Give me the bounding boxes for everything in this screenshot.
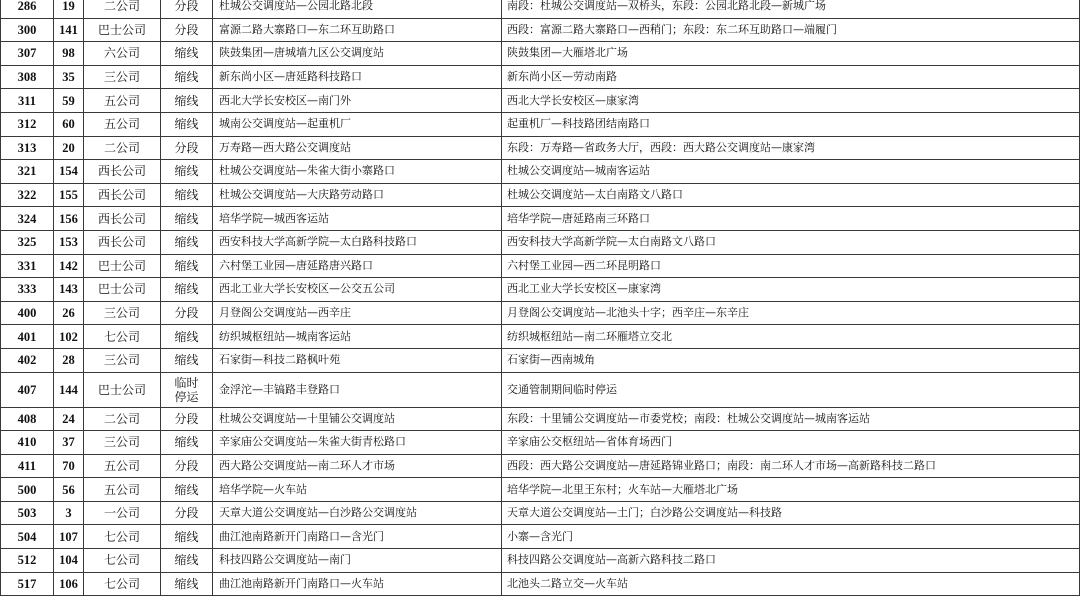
route-number-cell: 512 <box>1 549 54 573</box>
company-cell: 西长公司 <box>84 230 161 254</box>
adjustment-type-cell: 缩线 <box>161 89 213 113</box>
company-cell: 西长公司 <box>84 183 161 207</box>
adjustment-type-cell: 缩线 <box>161 230 213 254</box>
original-route-cell: 万寿路—西大路公交调度站 <box>213 136 502 160</box>
company-cell: 七公司 <box>84 549 161 573</box>
adjusted-route-cell: 杜城公交调度站—城南客运站 <box>502 160 1080 184</box>
adjustment-type-cell: 缩线 <box>161 42 213 66</box>
route-number-cell: 410 <box>1 431 54 455</box>
adjustment-type-cell: 分段 <box>161 136 213 160</box>
route-number-cell: 517 <box>1 572 54 596</box>
company-cell: 巴士公司 <box>84 254 161 278</box>
route-number-cell: 321 <box>1 160 54 184</box>
volume-cell: 98 <box>54 42 84 66</box>
route-number-cell: 325 <box>1 230 54 254</box>
adjusted-route-cell: 西安科技大学高新学院—太白南路文八路口 <box>502 230 1080 254</box>
original-route-cell: 新东尚小区—唐延路科技路口 <box>213 65 502 89</box>
original-route-cell: 六村堡工业园—唐延路唐兴路口 <box>213 254 502 278</box>
adjustment-type-cell: 缩线 <box>161 525 213 549</box>
table-row <box>1 525 1080 549</box>
volume-cell: 102 <box>54 325 84 349</box>
route-number-cell: 322 <box>1 183 54 207</box>
original-route-cell: 西北工业大学长安校区—公交五公司 <box>213 278 502 302</box>
adjusted-route-cell: 石家街—西南城角 <box>502 348 1080 372</box>
adjusted-route-cell: 六村堡工业园—西二环昆明路口 <box>502 254 1080 278</box>
company-cell: 七公司 <box>84 572 161 596</box>
table-row <box>1 254 1080 278</box>
table-body <box>1 0 1080 596</box>
adjusted-route-cell: 西段：西大路公交调度站—唐延路锦业路口；南段：南二环人才市场—高新路科技二路口 <box>502 454 1080 478</box>
table-row <box>1 501 1080 525</box>
volume-cell: 19 <box>54 0 84 18</box>
route-number-cell: 408 <box>1 407 54 431</box>
table-row <box>1 160 1080 184</box>
adjustment-type-cell: 缩线 <box>161 431 213 455</box>
original-route-cell: 天章大道公交调度站—白沙路公交调度站 <box>213 501 502 525</box>
table-row <box>1 572 1080 596</box>
adjustment-type-cell: 缩线 <box>161 348 213 372</box>
original-route-cell: 金浮沱—丰镐路丰登路口 <box>213 372 502 407</box>
adjustment-type-cell: 临时停运 <box>161 372 213 407</box>
table-row <box>1 207 1080 231</box>
adjustment-type-cell: 分段 <box>161 0 213 18</box>
adjustment-type-cell: 分段 <box>161 407 213 431</box>
volume-cell: 20 <box>54 136 84 160</box>
route-number-cell: 331 <box>1 254 54 278</box>
adjusted-route-cell: 交通管制期间临时停运 <box>502 372 1080 407</box>
volume-cell: 143 <box>54 278 84 302</box>
company-cell: 七公司 <box>84 325 161 349</box>
table-row <box>1 0 1080 18</box>
company-cell: 西长公司 <box>84 207 161 231</box>
company-cell: 一公司 <box>84 501 161 525</box>
adjustment-type-cell: 分段 <box>161 501 213 525</box>
company-cell: 二公司 <box>84 407 161 431</box>
table-row <box>1 454 1080 478</box>
company-cell: 巴士公司 <box>84 278 161 302</box>
original-route-cell: 杜城公交调度站—十里铺公交调度站 <box>213 407 502 431</box>
adjustment-type-cell: 分段 <box>161 454 213 478</box>
adjustment-type-cell: 缩线 <box>161 112 213 136</box>
original-route-cell: 杜城公交调度站—公园北路北段 <box>213 0 502 18</box>
adjusted-route-cell: 东段：十里铺公交调度站—市委党校；南段：杜城公交调度站—城南客运站 <box>502 407 1080 431</box>
adjusted-route-cell: 南段：杜城公交调度站—双桥头，东段：公园北路北段—新城广场 <box>502 0 1080 18</box>
volume-cell: 106 <box>54 572 84 596</box>
volume-cell: 24 <box>54 407 84 431</box>
table-row <box>1 65 1080 89</box>
adjustment-type-cell: 缩线 <box>161 478 213 502</box>
adjusted-route-cell: 纺织城枢纽站—南二环雁塔立交北 <box>502 325 1080 349</box>
table-row <box>1 136 1080 160</box>
volume-cell: 35 <box>54 65 84 89</box>
adjustment-type-cell: 分段 <box>161 301 213 325</box>
table-row <box>1 42 1080 66</box>
volume-cell: 107 <box>54 525 84 549</box>
route-number-cell: 308 <box>1 65 54 89</box>
route-number-cell: 324 <box>1 207 54 231</box>
volume-cell: 141 <box>54 18 84 42</box>
adjusted-route-cell: 陕鼓集团—大雁塔北广场 <box>502 42 1080 66</box>
company-cell: 五公司 <box>84 89 161 113</box>
original-route-cell: 杜城公交调度站—朱雀大街小寨路口 <box>213 160 502 184</box>
company-cell: 六公司 <box>84 42 161 66</box>
volume-cell: 154 <box>54 160 84 184</box>
adjustment-type-cell: 缩线 <box>161 65 213 89</box>
table-row <box>1 112 1080 136</box>
route-number-cell: 311 <box>1 89 54 113</box>
route-number-cell: 407 <box>1 372 54 407</box>
volume-cell: 155 <box>54 183 84 207</box>
adjustment-type-cell: 缩线 <box>161 278 213 302</box>
adjustment-type-cell: 缩线 <box>161 160 213 184</box>
volume-cell: 142 <box>54 254 84 278</box>
adjusted-route-cell: 杜城公交调度站—太白南路文八路口 <box>502 183 1080 207</box>
route-number-cell: 400 <box>1 301 54 325</box>
adjusted-route-cell: 科技四路公交调度站—高新六路科技二路口 <box>502 549 1080 573</box>
route-number-cell: 307 <box>1 42 54 66</box>
original-route-cell: 纺织城枢纽站—城南客运站 <box>213 325 502 349</box>
route-number-cell: 300 <box>1 18 54 42</box>
company-cell: 五公司 <box>84 478 161 502</box>
company-cell: 三公司 <box>84 301 161 325</box>
company-cell: 西长公司 <box>84 160 161 184</box>
table-row <box>1 278 1080 302</box>
company-cell: 二公司 <box>84 0 161 18</box>
adjusted-route-cell: 辛家庙公交枢纽站—省体育场西门 <box>502 431 1080 455</box>
company-cell: 巴士公司 <box>84 18 161 42</box>
route-number-cell: 312 <box>1 112 54 136</box>
volume-cell: 70 <box>54 454 84 478</box>
volume-cell: 60 <box>54 112 84 136</box>
original-route-cell: 培华学院—城西客运站 <box>213 207 502 231</box>
volume-cell: 156 <box>54 207 84 231</box>
adjusted-route-cell: 月登阁公交调度站—北池头十字；西辛庄—东辛庄 <box>502 301 1080 325</box>
adjusted-route-cell: 东段：万寿路—省政务大厅，西段：西大路公交调度站—康家湾 <box>502 136 1080 160</box>
original-route-cell: 月登阁公交调度站—西辛庄 <box>213 301 502 325</box>
table-row <box>1 478 1080 502</box>
original-route-cell: 富源二路大寨路口—东二环互助路口 <box>213 18 502 42</box>
original-route-cell: 陕鼓集团—唐城墙九区公交调度站 <box>213 42 502 66</box>
route-number-cell: 500 <box>1 478 54 502</box>
adjusted-route-cell: 北池头二路立交—火车站 <box>502 572 1080 596</box>
adjusted-route-cell: 西北大学长安校区—康家湾 <box>502 89 1080 113</box>
table-row <box>1 301 1080 325</box>
table-row <box>1 18 1080 42</box>
company-cell: 五公司 <box>84 454 161 478</box>
adjusted-route-cell: 天章大道公交调度站—土门；白沙路公交调度站—科技路 <box>502 501 1080 525</box>
adjusted-route-cell: 培华学院—北里王东村；火车站—大雁塔北广场 <box>502 478 1080 502</box>
adjustment-type-cell: 分段 <box>161 18 213 42</box>
original-route-cell: 西大路公交调度站—南二环人才市场 <box>213 454 502 478</box>
company-cell: 三公司 <box>84 348 161 372</box>
original-route-cell: 城南公交调度站—起重机厂 <box>213 112 502 136</box>
volume-cell: 37 <box>54 431 84 455</box>
adjustment-type-cell: 缩线 <box>161 254 213 278</box>
volume-cell: 28 <box>54 348 84 372</box>
table-row <box>1 407 1080 431</box>
route-number-cell: 411 <box>1 454 54 478</box>
volume-cell: 59 <box>54 89 84 113</box>
route-number-cell: 401 <box>1 325 54 349</box>
table-row <box>1 325 1080 349</box>
volume-cell: 3 <box>54 501 84 525</box>
volume-cell: 26 <box>54 301 84 325</box>
volume-cell: 144 <box>54 372 84 407</box>
route-number-cell: 286 <box>1 0 54 18</box>
adjusted-route-cell: 西段：富源二路大寨路口—西稍门；东段：东二环互助路口—端履门 <box>502 18 1080 42</box>
volume-cell: 56 <box>54 478 84 502</box>
table-row <box>1 89 1080 113</box>
adjustment-type-cell: 缩线 <box>161 207 213 231</box>
adjusted-route-cell: 起重机厂—科技路团结南路口 <box>502 112 1080 136</box>
table-row <box>1 183 1080 207</box>
company-cell: 七公司 <box>84 525 161 549</box>
adjusted-route-cell: 培华学院—唐延路南三环路口 <box>502 207 1080 231</box>
table-row <box>1 549 1080 573</box>
company-cell: 巴士公司 <box>84 372 161 407</box>
table-row <box>1 230 1080 254</box>
company-cell: 三公司 <box>84 65 161 89</box>
table-row <box>1 372 1080 407</box>
original-route-cell: 科技四路公交调度站—南门 <box>213 549 502 573</box>
route-number-cell: 504 <box>1 525 54 549</box>
volume-cell: 104 <box>54 549 84 573</box>
adjusted-route-cell: 西北工业大学长安校区—康家湾 <box>502 278 1080 302</box>
original-route-cell: 西安科技大学高新学院—太白路科技路口 <box>213 230 502 254</box>
original-route-cell: 西北大学长安校区—南门外 <box>213 89 502 113</box>
original-route-cell: 石家街—科技二路枫叶苑 <box>213 348 502 372</box>
route-number-cell: 503 <box>1 501 54 525</box>
table-row <box>1 431 1080 455</box>
adjusted-route-cell: 小寨—含光门 <box>502 525 1080 549</box>
original-route-cell: 曲江池南路新开门南路口—含光门 <box>213 525 502 549</box>
original-route-cell: 曲江池南路新开门南路口—火车站 <box>213 572 502 596</box>
company-cell: 五公司 <box>84 112 161 136</box>
original-route-cell: 辛家庙公交调度站—朱雀大街青松路口 <box>213 431 502 455</box>
route-number-cell: 402 <box>1 348 54 372</box>
route-number-cell: 313 <box>1 136 54 160</box>
adjustment-type-cell: 缩线 <box>161 183 213 207</box>
adjustment-type-cell: 缩线 <box>161 572 213 596</box>
company-cell: 二公司 <box>84 136 161 160</box>
adjustment-type-cell: 缩线 <box>161 325 213 349</box>
original-route-cell: 杜城公交调度站—大庆路劳动路口 <box>213 183 502 207</box>
original-route-cell: 培华学院—火车站 <box>213 478 502 502</box>
adjusted-route-cell: 新东尚小区—劳动南路 <box>502 65 1080 89</box>
table-row <box>1 348 1080 372</box>
adjustment-type-cell: 缩线 <box>161 549 213 573</box>
volume-cell: 153 <box>54 230 84 254</box>
company-cell: 三公司 <box>84 431 161 455</box>
route-number-cell: 333 <box>1 278 54 302</box>
